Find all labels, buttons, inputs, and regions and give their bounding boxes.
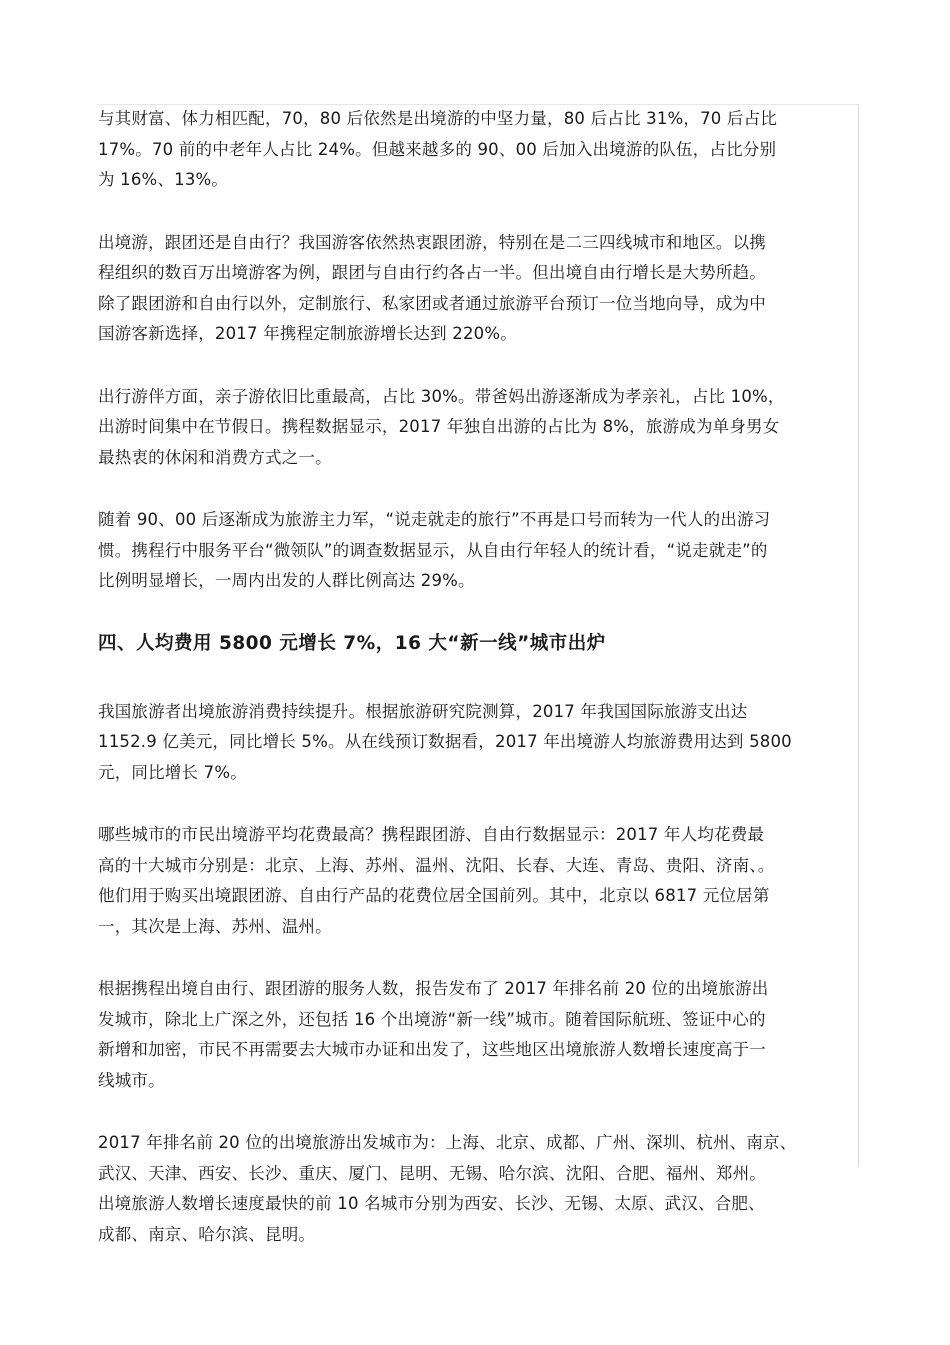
- paragraph-travel-companions: [98, 382, 856, 474]
- text-line: 除了跟团游和自由行以外，定制旅行、私家团或者通过旅游平台预订一位当地向导，成为中: [98, 293, 766, 313]
- paragraph-age-groups: [98, 104, 856, 196]
- text-line: 与其财富、体力相匹配，70，80 后依然是出境游的中坚力量，80 后占比 31%，70 后占比: [98, 109, 778, 128]
- text-line: 程组织的数百万出境游客为例，跟团与自由行约各占一半。但出境自由行增长是大势所趋。: [98, 263, 766, 282]
- text-line: 武汉、天津、西安、长沙、重庆、厦门、昆明、无锡、哈尔滨、沈阳、合肥、福州、郑州。: [98, 1163, 766, 1183]
- text-line: 随着 90、00 后逐渐成为旅游主力军，“说走就走的旅行”不再是口号而转为一代人的出游习: [98, 510, 771, 529]
- paragraph-group-vs-independent: [98, 228, 856, 350]
- text-line: 惯。携程行中服务平台“微领队”的调查数据显示，从自由行年轻人的统计看，“说走就走”的: [98, 540, 768, 560]
- paragraph-departure-city-rankings: [98, 1128, 856, 1250]
- text-line: 我国旅游者出境旅游消费持续提升。根据旅游研究院测算，2017 年我国国际旅游支出达: [98, 701, 748, 721]
- paragraph-spending-growth: [98, 697, 856, 789]
- text-line: 国游客新选择，2017 年携程定制旅游增长达到 220%。: [98, 324, 517, 343]
- text-line: 线城市。: [98, 1070, 165, 1090]
- text-line: 1152.9 亿美元，同比增长 5%。从在线预订数据看，2017 年出境游人均旅游费用达到 5800: [98, 732, 792, 751]
- text-line: 新增和加密，市民不再需要去大城市办证和出发了，这些地区出境旅游人数增长速度高于一: [98, 1040, 766, 1059]
- text-line: 出境旅游人数增长速度最快的前 10 名城市分别为西安、长沙、无锡、太原、武汉、合肥、: [98, 1194, 765, 1213]
- text-line: 发城市，除北上广深之外，还包括 16 个出境游“新一线”城市。随着国际航班、签证中心的: [98, 1009, 766, 1029]
- paragraph-top-spending-cities: [98, 820, 856, 942]
- paragraph-new-tier-cities: [98, 974, 856, 1096]
- section-heading: 四、人均费用 5800 元增长 7%，16 大“新一线”城市出炉: [98, 632, 606, 654]
- paragraph-spontaneous-travel: [98, 505, 856, 597]
- text-line: 最热衷的休闲和消费方式之一。: [98, 447, 332, 467]
- text-line: 一，其次是上海、苏州、温州。: [98, 916, 332, 936]
- text-line: 2017 年排名前 20 位的出境旅游出发城市为：上海、北京、成都、广州、深圳、杭州、南京、: [98, 1133, 797, 1152]
- text-line: 为 16%、13%。: [98, 170, 229, 189]
- text-line: 哪些城市的市民出境游平均花费最高？携程跟团游、自由行数据显示：2017 年人均花费最: [98, 825, 765, 844]
- text-line: 高的十大城市分别是：北京、上海、苏州、温州、沈阳、长春、大连、青岛、贵阳、济南、。: [98, 855, 775, 875]
- text-line: 17%。70 前的中老年人占比 24%。但越来越多的 90、00 后加入出境游的队伍，占比分别: [98, 139, 777, 159]
- text-line: 出行游伴方面，亲子游依旧比重最高，占比 30%。带爸妈出游逐渐成为孝亲礼，占比 10%，: [98, 386, 785, 406]
- text-line: 比例明显增长，一周内出发的人群比例高达 29%。: [98, 571, 475, 590]
- text-line: 根据携程出境自由行、跟团游的服务人数，报告发布了 2017 年排名前 20 位的出境旅游出: [98, 979, 769, 998]
- page-border-right: [858, 104, 859, 1167]
- text-line: 元，同比增长 7%。: [98, 762, 247, 782]
- text-line: 成都、南京、哈尔滨、昆明。: [98, 1224, 316, 1244]
- text-line: 出境游，跟团还是自由行？我国游客依然热衷跟团游，特别在是二三四线城市和地区。以携: [98, 232, 766, 252]
- document-body: [98, 104, 856, 1282]
- text-line: 出游时间集中在节假日。携程数据显示，2017 年独自出游的占比为 8%，旅游成为单身男女: [98, 417, 780, 436]
- text-line: 他们用于购买出境跟团游、自由行产品的花费位居全国前列。其中，北京以 6817 元位居第: [98, 886, 770, 905]
